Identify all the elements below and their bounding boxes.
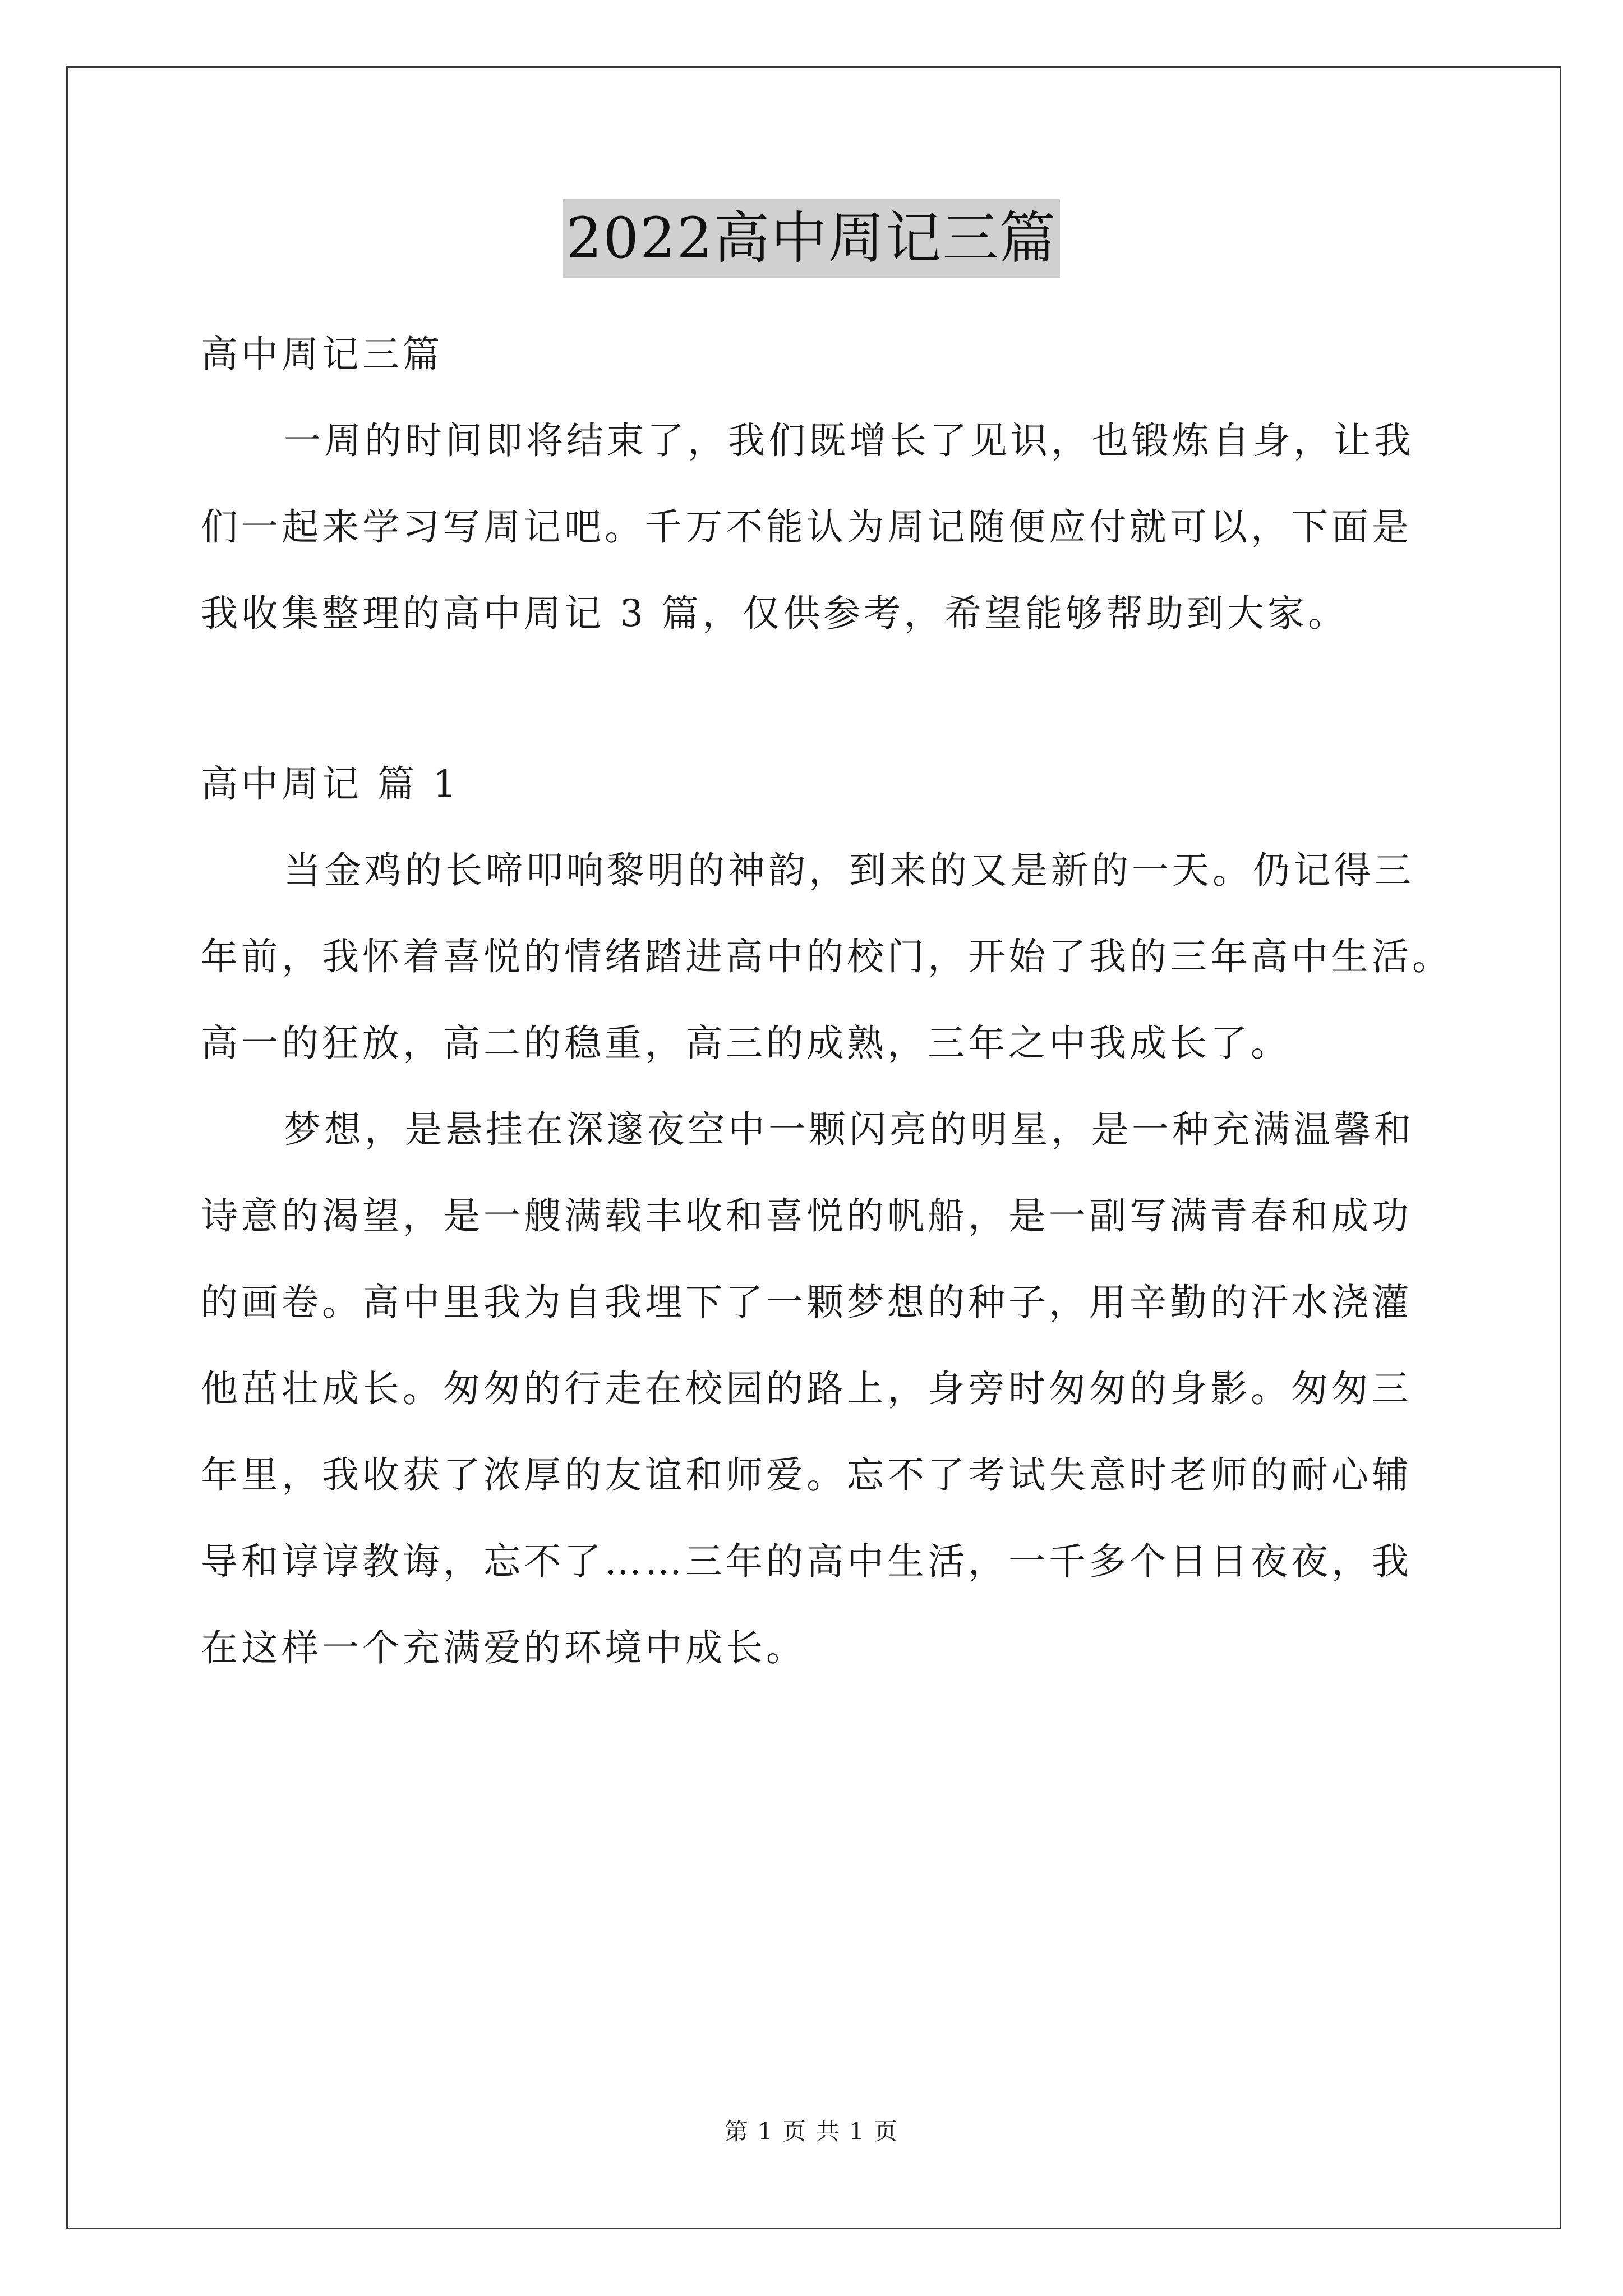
para2-line-6: 导和谆谆教诲，忘不了……三年的高中生活，一千多个日日夜夜，我 bbox=[201, 1540, 1412, 1583]
title-container bbox=[0, 199, 1623, 278]
intro-line-3: 我收集整理的高中周记 3 篇，仅供参考，希望能够帮助到大家。 bbox=[201, 592, 1348, 635]
para2-line-3: 的画卷。高中里我为自我埋下了一颗梦想的种子，用辛勤的汗水浇灌 bbox=[201, 1281, 1412, 1324]
para2-line-5: 年里，我收获了浓厚的友谊和师爱。忘不了考试失意时老师的耐心辅 bbox=[201, 1453, 1412, 1497]
para2-line-1: 梦想，是悬挂在深邃夜空中一颗闪亮的明星，是一种充满温馨和 bbox=[284, 1108, 1414, 1151]
intro-line-1: 一周的时间即将结束了，我们既增长了见识，也锻炼自身，让我 bbox=[284, 419, 1414, 462]
para1-line-3: 高一的狂放，高二的稳重，高三的成熟，三年之中我成长了。 bbox=[201, 1022, 1291, 1065]
section-spacer bbox=[201, 657, 1435, 741]
para1-line-2: 年前，我怀着喜悦的情绪踏进高中的校门，开始了我的三年高中生活。 bbox=[201, 935, 1453, 978]
para2-line-4: 他茁壮成长。匆匆的行走在校园的路上，身旁时匆匆的身影。匆匆三 bbox=[201, 1367, 1412, 1410]
para2-line-2: 诗意的渴望，是一艘满载丰收和喜悦的帆船，是一副写满青春和成功 bbox=[201, 1194, 1412, 1237]
section-heading: 高中周记 篇 1 bbox=[201, 762, 460, 806]
document-title: 2022高中周记三篇 bbox=[563, 199, 1061, 278]
para2-line-7: 在这样一个充满爱的环境中成长。 bbox=[201, 1626, 806, 1669]
page-footer: 第 1 页 共 1 页 bbox=[724, 2118, 899, 2145]
document-body bbox=[201, 311, 1453, 1691]
intro-line-2: 们一起来学习写周记吧。千万不能认为周记随便应付就可以，下面是 bbox=[201, 505, 1412, 549]
intro-heading: 高中周记三篇 bbox=[201, 333, 443, 376]
para1-line-1: 当金鸡的长啼叩响黎明的神韵，到来的又是新的一天。仍记得三 bbox=[284, 849, 1414, 892]
